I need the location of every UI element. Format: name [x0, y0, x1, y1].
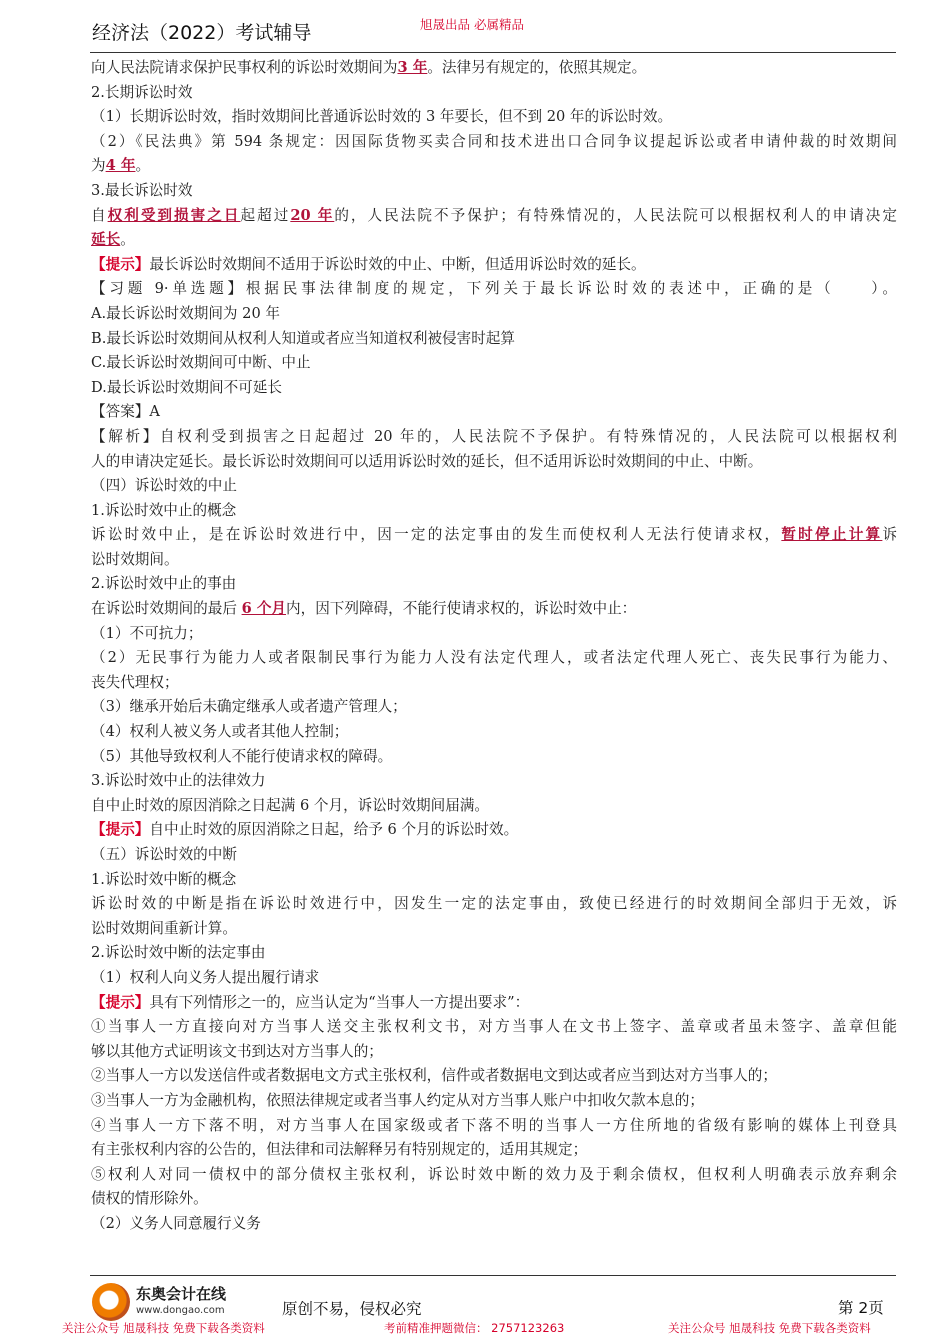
text-segment: 。	[135, 157, 151, 175]
text-line	[91, 523, 897, 548]
text-segment: （四）诉讼时效的中止	[91, 477, 237, 495]
text-segment: 内，因下列障碍，不能行使请求权的，诉讼时效中止：	[286, 600, 637, 618]
footer-divider	[90, 1275, 896, 1276]
highlight-term: 权利受到损害之日	[107, 206, 241, 224]
highlight-term: 20 年	[290, 206, 335, 224]
tip-label: 【提示】	[91, 255, 150, 273]
text-segment: 2.诉讼时效中断的法定事由	[91, 944, 266, 962]
text-segment: 讼时效期间重新计算。	[91, 919, 237, 937]
text-segment: 债权的情形除外。	[91, 1190, 208, 1208]
text-segment: 人的申请决定延长。最长诉讼时效期间可以适用诉讼时效的延长，但不适用诉讼时效期间的中止、中断。	[91, 452, 763, 470]
text-segment: 讼时效期间。	[91, 550, 179, 568]
page-number: 第 2页	[838, 1299, 884, 1317]
text-segment: ④当事人一方下落不明，对方当事人在国家级或者下落不明的当事人一方住所地的省级有影响的媒体上刊登具	[91, 1116, 897, 1134]
text-line	[91, 917, 897, 942]
text-segment: C.最长诉讼时效期间可中断、中止	[91, 354, 311, 372]
text-line	[91, 597, 897, 622]
text-segment: 有主张权利内容的公告的，但法律和司法解释另有特别规定的，适用其规定；	[91, 1141, 588, 1159]
text-line	[91, 302, 897, 327]
text-line	[91, 499, 897, 524]
text-segment: 的，人民法院不予保护；有特殊情况的，人民法院可以根据权利人的申请决定	[334, 206, 897, 224]
text-segment: ⑤权利人对同一债权中的部分债权主张权利，诉讼时效中断的效力及于剩余债权，但权利人明确表示放弃剩余	[91, 1165, 897, 1183]
footer-promo-left: 关注公众号 旭晟科技 免费下载各类资料	[62, 1321, 265, 1335]
text-segment: 自中止时效的原因消除之日起满 6 个月，诉讼时效期间届满。	[91, 796, 490, 814]
text-segment: （2）义务人同意履行义务	[91, 1214, 261, 1232]
highlight-term: 6 个月	[241, 600, 287, 618]
text-line	[91, 646, 897, 671]
text-line	[91, 105, 897, 130]
text-line	[91, 818, 897, 843]
logo-url: www.dongao.com	[136, 1305, 225, 1316]
text-segment: （1）不可抗力；	[91, 624, 203, 642]
text-segment: ②当事人一方以发送信件或者数据电文方式主张权利，信件或者数据电文到达或者应当到达对方当事人的；	[91, 1067, 777, 1085]
text-line	[91, 1212, 897, 1237]
text-segment: （2）《民法典》第 594 条规定：因国际货物买卖合同和技术进出口合同争议提起诉讼或者申请仲裁的时效期间	[91, 132, 897, 150]
text-line	[91, 1015, 897, 1040]
text-line	[91, 991, 897, 1016]
text-segment: 【习题 9·单选题】根据民事法律制度的规定，下列关于最长诉讼时效的表述中，正确的是（ ）。	[91, 280, 897, 298]
text-segment: 1.诉讼时效中断的概念	[91, 870, 237, 888]
text-line	[91, 794, 897, 819]
text-segment: 3.最长诉讼时效	[91, 181, 193, 199]
text-line	[91, 548, 897, 573]
text-segment: 2.诉讼时效中止的事由	[91, 575, 237, 593]
text-line	[91, 868, 897, 893]
text-line	[91, 204, 897, 229]
text-line	[91, 400, 897, 425]
text-line	[91, 1064, 897, 1089]
tip-label: 【提示】	[91, 821, 150, 839]
text-line	[91, 1089, 897, 1114]
text-segment: ③当事人一方为金融机构，依照法律规定或者当事人约定从对方当事人账户中扣收欠款本息的；	[91, 1091, 704, 1109]
header-title: 经济法（2022）考试辅导	[92, 22, 312, 44]
header-divider	[90, 52, 896, 53]
text-line	[91, 327, 897, 352]
text-segment: 自中止时效的原因消除之日起，给予 6 个月的诉讼时效。	[149, 821, 519, 839]
logo-name: 东奥会计在线	[136, 1285, 227, 1303]
text-segment: 2.长期诉讼时效	[91, 83, 193, 101]
text-line	[91, 56, 897, 81]
text-line	[91, 154, 897, 179]
text-line	[91, 671, 897, 696]
text-segment: （1）权利人向义务人提出履行请求	[91, 968, 320, 986]
text-segment: 在诉讼时效期间的最后	[91, 600, 242, 618]
text-segment: 自	[91, 206, 108, 224]
text-line	[91, 1114, 897, 1139]
text-line	[91, 1040, 897, 1065]
text-segment: 1.诉讼时效中止的概念	[91, 501, 237, 519]
text-line	[91, 253, 897, 278]
text-line	[91, 351, 897, 376]
tip-label: 【提示】	[91, 993, 150, 1011]
text-segment: 。	[120, 231, 135, 249]
text-line	[91, 1187, 897, 1212]
text-segment: （4）权利人被义务人或者其他人控制；	[91, 723, 349, 741]
text-segment: 诉讼时效中止，是在诉讼时效进行中，因一定的法定事由的发生而使权利人无法行使请求权，	[91, 526, 782, 544]
text-segment: 【答案】A	[91, 403, 160, 421]
text-line	[91, 130, 897, 155]
text-line	[91, 376, 897, 401]
text-segment: 向人民法院请求保护民事权利的诉讼时效期间为	[91, 59, 398, 76]
text-segment: 丧失代理权；	[91, 673, 179, 691]
text-segment: D.最长诉讼时效期间不可延长	[91, 378, 282, 396]
text-segment: 。法律另有规定的，依照其规定。	[427, 59, 647, 76]
text-line	[91, 228, 897, 253]
text-segment: （五）诉讼时效的中断	[91, 846, 237, 863]
text-line	[91, 745, 897, 770]
text-line	[91, 277, 897, 302]
text-segment: 诉讼时效的中断是指在诉讼时效进行中，因发生一定的法定事由，致使已经进行的时效期间全部归于无效，诉	[91, 895, 897, 913]
text-segment: 为	[91, 157, 106, 175]
text-segment: ①当事人一方直接向对方当事人送交主张权利文书，对方当事人在文书上签字、盖章或者虽未签字、盖章但能	[91, 1018, 897, 1036]
text-line	[91, 695, 897, 720]
highlight-term: 延长	[91, 231, 121, 249]
text-line	[91, 572, 897, 597]
text-line	[91, 966, 897, 991]
text-line	[91, 450, 897, 475]
highlight-term: 暂时停止计算	[781, 526, 883, 544]
text-line	[91, 81, 897, 106]
text-segment: A.最长诉讼时效期间为 20 年	[91, 304, 280, 322]
text-segment: 3.诉讼时效中止的法律效力	[91, 772, 266, 790]
text-segment: （1）长期诉讼时效，指时效期间比普通诉讼时效的 3 年要长，但不到 20 年的诉讼时效。	[91, 108, 673, 126]
header-slogan: 旭晟出品 必属精品	[420, 17, 524, 32]
text-segment: （3）继承开始后未确定继承人或者遗产管理人；	[91, 698, 407, 716]
dongao-logo	[92, 1281, 242, 1325]
text-line	[91, 179, 897, 204]
text-line	[91, 474, 897, 499]
text-segment: （2）无民事行为能力人或者限制民事行为能力人没有法定代理人，或者法定代理人死亡、丧失民事行为能力、	[91, 649, 897, 667]
document-body	[91, 56, 897, 1237]
text-line	[91, 1138, 897, 1163]
text-segment: B.最长诉讼时效期间从权利人知道或者应当知道权利被侵害时起算	[91, 329, 515, 347]
text-line	[91, 622, 897, 647]
text-line	[91, 769, 897, 794]
text-segment: （5）其他导致权利人不能行使请求权的障碍。	[91, 747, 393, 765]
text-line	[91, 843, 897, 868]
text-line	[91, 1163, 897, 1188]
text-line	[91, 892, 897, 917]
text-line	[91, 425, 897, 450]
text-line	[91, 720, 897, 745]
text-segment: 起超过	[240, 206, 291, 224]
text-segment: 具有下列情形之一的，应当认定为“当事人一方提出要求”：	[149, 993, 530, 1011]
footer-promo-right: 关注公众号 旭晟科技 免费下载各类资料	[668, 1321, 871, 1335]
text-segment: 【解析】自权利受到损害之日起超过 20 年的，人民法院不予保护。有特殊情况的，人民法院可以根据权利	[91, 427, 897, 445]
text-line	[91, 941, 897, 966]
text-segment: 够以其他方式证明该文书到达对方当事人的；	[91, 1042, 383, 1060]
footer-motto: 原创不易，侵权必究	[282, 1300, 422, 1318]
text-segment: 最长诉讼时效期间不适用于诉讼时效的中止、中断，但适用诉讼时效的延长。	[149, 255, 646, 273]
highlight-term: 3 年	[397, 59, 428, 76]
footer-promo-center: 考前精准押题微信： 2757123263	[384, 1321, 565, 1335]
logo-circle-icon	[92, 1283, 130, 1321]
highlight-term: 4 年	[105, 157, 136, 175]
text-segment: 诉	[882, 526, 897, 544]
